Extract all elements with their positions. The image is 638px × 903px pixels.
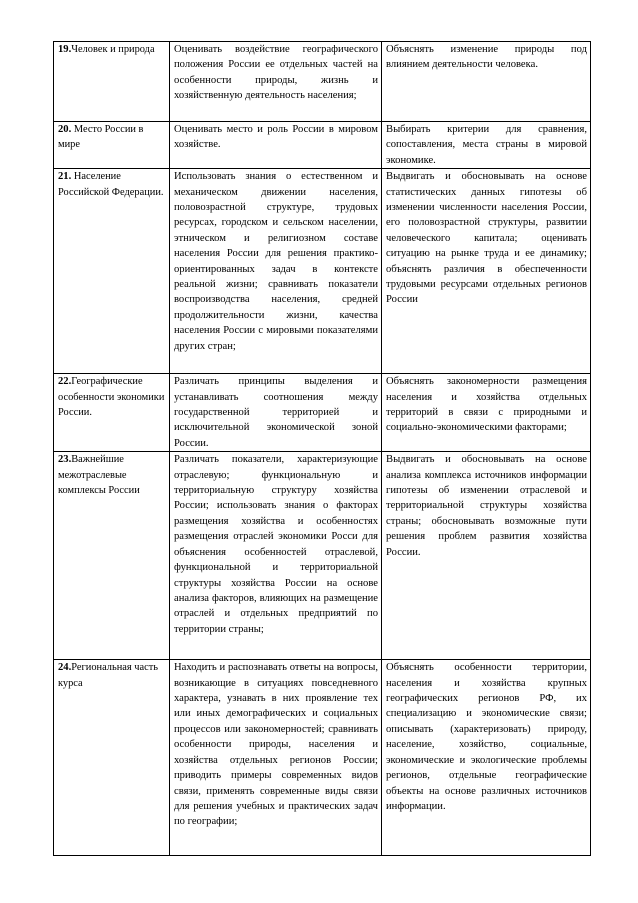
skills-cell: Различать принципы выделения и устанавливать соотношения между государственной территорией и исключительной экономической зоной России.	[170, 374, 382, 452]
table-row	[54, 374, 591, 452]
outcomes-cell: Выдвигать и обосновывать на основе анализа комплекса источников информации гипотезы об изменении отраслевой и территориальной структуры хозяйства страны; обосновывать возможные пути решения проблем развития хозяйства России.	[382, 452, 591, 660]
topic-number: 24.	[58, 662, 72, 674]
topic-cell	[54, 42, 170, 122]
topic-number: 22.	[58, 376, 72, 388]
outcomes-cell: Объяснять закономерности размещения населения и хозяйства отдельных территорий в связи с природными и социально-экономическими факторами;	[382, 374, 591, 452]
topic-number: 23.	[58, 454, 72, 466]
topic-title: Региональная часть курса	[58, 662, 158, 689]
topic-cell	[54, 122, 170, 169]
skills-cell: Использовать знания о естественном и механическом движении населения, половозрастной структуре, трудовых ресурсах, городском и сельском населении, этническом и религиозном составе населения России для решения практико-ориентированных задач в контексте реальной жизни; сравнивать показатели воспроизводства населения, средней продолжительности жизни, качества населения России с мировыми показателями других стран;	[170, 169, 382, 374]
outcomes-cell: Объяснять особенности территории, населения и хозяйства крупных географических регионов РФ, их специализацию и экономические связи; описывать (характеризовать) природу, население, хозяйство, социальные, экономические и экологические проблемы регионов, отдельные географические объекты на основе различных источников информации.	[382, 660, 591, 856]
outcomes-cell: Выбирать критерии для сравнения, сопоставления, места страны в мировой экономике.	[382, 122, 591, 169]
table-row	[54, 42, 591, 122]
skills-cell: Оценивать место и роль России в мировом хозяйстве.	[170, 122, 382, 169]
topic-title: Население Российской Федерации.	[58, 171, 164, 198]
table-row	[54, 660, 591, 856]
topic-title: Географические особенности экономики России.	[58, 376, 165, 419]
skills-cell: Оценивать воздействие географического положения России ее отдельных частей на особенности природы, жизнь и хозяйственную деятельность населения;	[170, 42, 382, 122]
topic-title: Важнейшие межотраслевые комплексы России	[58, 454, 140, 497]
outcomes-cell: Выдвигать и обосновывать на основе статистических данных гипотезы об изменении численности населения России, его половозрастной структуры, развитии человеческого капитала; оценивать ситуацию на рынке труда и ее динамику; объяснять различия в обеспеченности трудовыми ресурсами отдельных регионов России	[382, 169, 591, 374]
topic-number: 19.	[58, 44, 72, 55]
topic-title: Место России в мире	[58, 124, 144, 151]
topic-cell	[54, 374, 170, 452]
table-row	[54, 452, 591, 660]
table-row	[54, 122, 591, 169]
topic-cell	[54, 452, 170, 660]
curriculum-table	[53, 41, 591, 856]
topic-title: Человек и природа	[71, 44, 155, 55]
topic-number: 21.	[58, 171, 72, 183]
topic-cell	[54, 660, 170, 856]
skills-cell: Находить и распознавать ответы на вопросы, возникающие в ситуациях повседневного характера, узнавать в них проявление тех или иных демографических и социальных процессов или закономерностей; сравнивать особенности природы, населения и хозяйства отдельных регионов России; приводить примеры современных видов связи, применять современные виды связи для решения учебных и практических задач по географии;	[170, 660, 382, 856]
topic-cell	[54, 169, 170, 374]
table-row	[54, 169, 591, 374]
topic-number: 20.	[58, 124, 72, 135]
skills-cell: Различать показатели, характеризующие отраслевую; функциональную и территориальную структуру хозяйства России; использовать знания о факторах размещения хозяйства и особенностях размещения отраслей экономики Росси для объяснения особенностей отраслевой, функциональной и территориальной структуры хозяйства России на основе анализа факторов, влияющих на размещение отраслей и отдельных предприятий по территории страны;	[170, 452, 382, 660]
outcomes-cell: Объяснять изменение природы под влиянием деятельности человека.	[382, 42, 591, 122]
